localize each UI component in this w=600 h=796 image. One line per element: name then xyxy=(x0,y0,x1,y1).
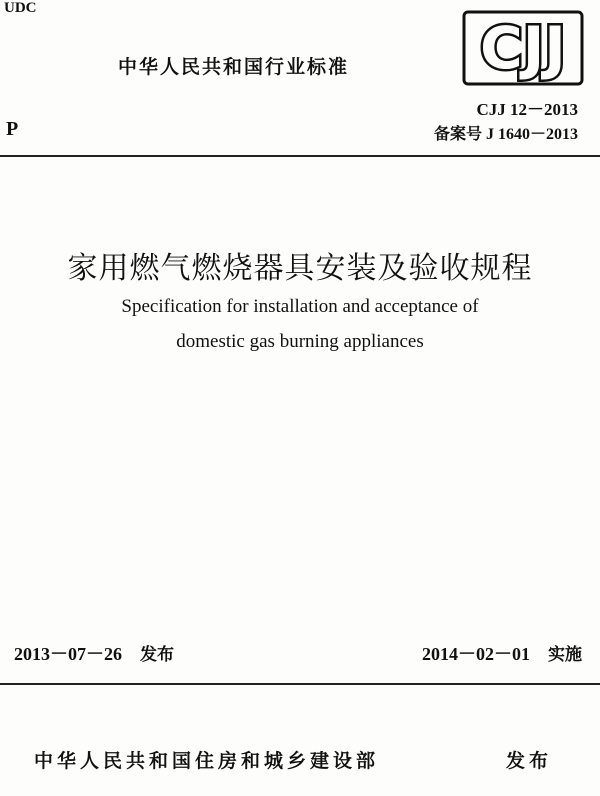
implement-label: 实施 xyxy=(548,645,582,665)
issuing-authority: 中华人民共和国住房和城乡建设部 xyxy=(34,750,380,772)
industry-standard-heading: 中华人民共和国行业标准 xyxy=(118,56,350,78)
top-divider xyxy=(0,155,600,157)
issue-date-block xyxy=(14,640,174,666)
udc-label: UDC xyxy=(4,0,37,16)
issuing-action: 发布 xyxy=(506,750,553,772)
document-title-english-line2: domestic gas burning appliances xyxy=(176,331,424,352)
bottom-divider xyxy=(0,683,600,685)
implement-date: 2014－02－01 xyxy=(422,644,530,664)
document-title-chinese: 家用燃气燃烧器具安装及验收规程 xyxy=(67,251,533,286)
document-title-english-line1: Specification for installation and acceptance of xyxy=(121,296,479,317)
cjj-logo xyxy=(462,10,584,86)
record-number: 备案号 J 1640－2013 xyxy=(433,126,578,143)
implement-date-block xyxy=(422,640,582,666)
standard-number: CJJ 12－2013 xyxy=(476,100,578,119)
issue-label: 发布 xyxy=(140,645,174,665)
logo-text: CJJ xyxy=(480,14,566,82)
issue-date: 2013－07－26 xyxy=(14,644,122,664)
classification-letter: P xyxy=(6,118,19,140)
